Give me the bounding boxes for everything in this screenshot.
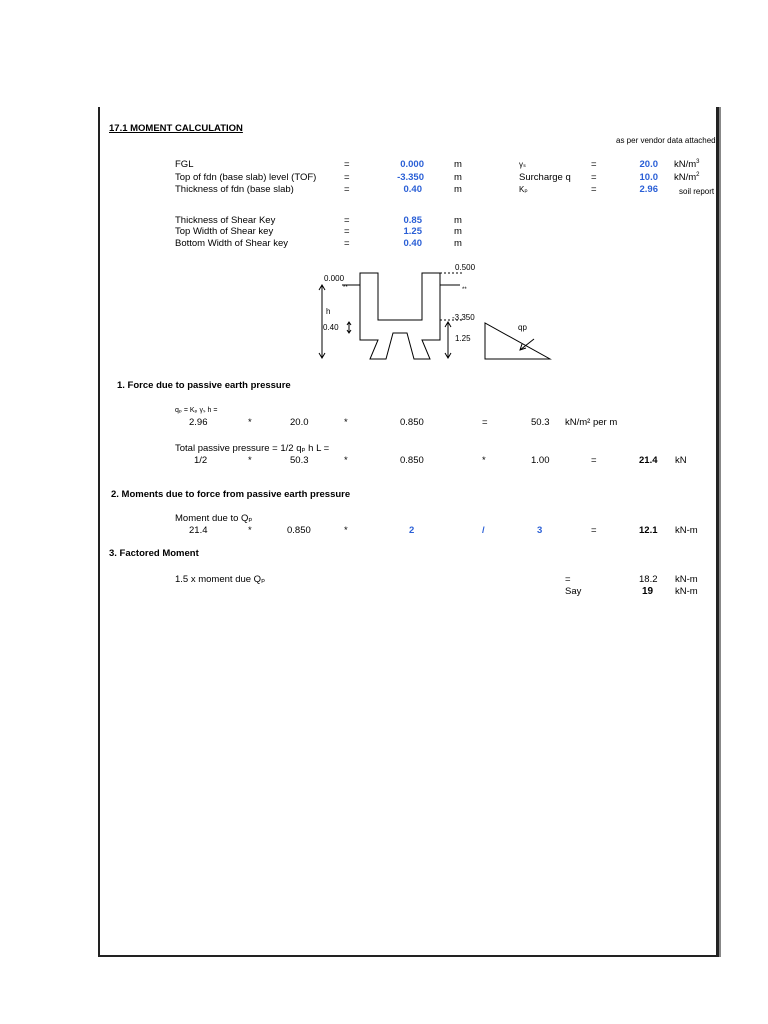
label-qp: qp	[518, 323, 527, 332]
factored-moment-unit: kN-m	[675, 574, 698, 585]
calc-operator: =	[591, 525, 597, 536]
say-value: 19	[642, 586, 654, 597]
input-value: 1.25	[403, 226, 422, 237]
marks-left: **	[343, 285, 348, 291]
calc-result: 12.1	[639, 525, 658, 536]
say-label: Say	[565, 586, 582, 597]
input-value: 2.96	[639, 184, 658, 195]
equals: =	[344, 226, 350, 237]
section1-heading: 1. Force due to passive earth pressure	[117, 380, 291, 391]
input-label: Surcharge q	[519, 172, 571, 183]
input-label: Top Width of Shear key	[175, 226, 274, 237]
equals: =	[591, 159, 597, 170]
input-value: 10.0	[639, 172, 658, 183]
input-label: Bottom Width of Shear key	[175, 238, 288, 249]
input-label: Thickness of Shear Key	[175, 215, 276, 226]
input-label: γₛ	[519, 160, 526, 169]
calc-value: 0.850	[287, 525, 311, 536]
say-unit: kN-m	[675, 586, 698, 597]
input-unit: $kN/m^3$	[674, 158, 700, 170]
equals: =	[591, 184, 597, 195]
formula-moment: Moment due to Qₚ	[175, 513, 253, 524]
calc-value: 2.96	[189, 417, 208, 428]
vendor-note: as per vendor data attached	[616, 136, 716, 145]
equals: =	[344, 238, 350, 249]
calc-value: 0.850	[400, 417, 424, 428]
equals: =	[344, 172, 350, 183]
input-value: 0.85	[403, 215, 422, 226]
calc-operator: =	[591, 455, 597, 466]
input-unit: m	[454, 159, 462, 170]
soil-report-note: soil report	[679, 187, 715, 196]
calc-operator: *	[344, 525, 348, 536]
input-label: FGL	[175, 159, 194, 170]
calc-unit: kN/m² per m	[565, 417, 618, 428]
calc-operator: *	[248, 455, 252, 466]
calc-value: 50.3	[290, 455, 309, 466]
equals: =	[344, 159, 350, 170]
calc-result: 21.4	[639, 455, 658, 466]
input-value: 0.40	[403, 238, 422, 249]
factored-moment-value: 18.2	[639, 574, 658, 585]
input-label: Top of fdn (base slab) level (TOF)	[175, 172, 317, 183]
label-0500: 0.500	[455, 263, 476, 272]
equals: =	[565, 574, 571, 585]
input-unit: $kN/m^2$	[674, 171, 700, 183]
equals: =	[591, 172, 597, 183]
calc-value: 1.00	[531, 455, 550, 466]
label-125: 1.25	[455, 334, 471, 343]
calc-value: 21.4	[189, 525, 208, 536]
calc-value: 3	[537, 525, 543, 536]
input-unit: m	[454, 238, 462, 249]
calc-operator: *	[344, 417, 348, 428]
formula-qp: qₚ = Kₚ γₛ h =	[175, 407, 218, 414]
section2-heading: 2. Moments due to force from passive earth pressure	[111, 489, 351, 500]
calc-result: 50.3	[531, 417, 550, 428]
input-unit: m	[454, 184, 462, 195]
input-value: 0.000	[400, 159, 424, 170]
shear-key-outline	[360, 273, 440, 359]
calc-operator: *	[248, 417, 252, 428]
input-unit: m	[454, 172, 462, 183]
calc-operator: =	[482, 417, 488, 428]
calc-operator: *	[482, 455, 486, 466]
marks-right: **	[462, 287, 467, 293]
input-unit: m	[454, 215, 462, 226]
label-fgl: 0.000	[324, 274, 345, 283]
formula-total-pressure: Total passive pressure = 1/2 qₚ h L =	[175, 443, 330, 454]
section-title: 17.1 MOMENT CALCULATION	[109, 123, 243, 134]
input-label: Thickness of fdn (base slab)	[175, 184, 294, 195]
input-value: -3.350	[397, 172, 424, 183]
calc-value: 20.0	[290, 417, 309, 428]
calc-unit: kN	[675, 455, 687, 466]
calc-operator: /	[482, 525, 485, 536]
calc-value: 0.850	[400, 455, 424, 466]
label-h: h	[326, 307, 331, 316]
label-3350: -3.350	[452, 313, 475, 322]
calc-operator: *	[248, 525, 252, 536]
input-value: 0.40	[403, 184, 422, 195]
equals: =	[344, 184, 350, 195]
section3-heading: 3. Factored Moment	[109, 548, 199, 559]
input-value: 20.0	[639, 159, 658, 170]
formula-factored: 1.5 x moment due Qₚ	[175, 574, 266, 585]
label-040: 0.40	[323, 323, 339, 332]
calc-value: 1/2	[194, 455, 208, 466]
equals: =	[344, 215, 350, 226]
input-label: Kₚ	[519, 185, 528, 194]
calc-operator: *	[344, 455, 348, 466]
input-unit: m	[454, 226, 462, 237]
calc-value: 2	[409, 525, 415, 536]
calc-unit: kN-m	[675, 525, 698, 536]
